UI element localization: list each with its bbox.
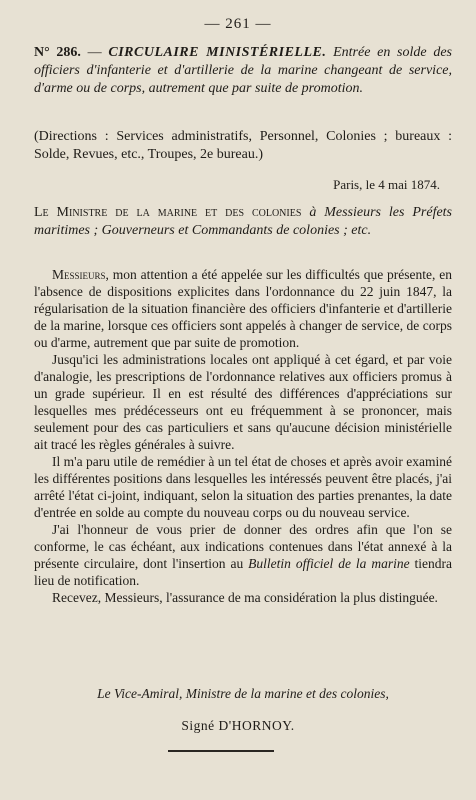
paragraph-2: Jusqu'ici les administrations locales ont appliqué à cet égard, et par voie d'analogie, les prescriptions de l'ordonnance relatives aux officiers promus à un grade supérieur. Il en est résulté des différences d'appréciations sur lesquelles mes prédécesseurs ont eu fréquemment à se prononcer, mais seulement pour des cas particuliers et sans qu'aucune décision ministérielle ait tracé les règles générales à suivre.: [34, 352, 452, 452]
paragraph-1: [34, 266, 452, 351]
address-line: [34, 204, 452, 240]
salutation: Messieurs,: [52, 267, 109, 282]
directions-note: (Directions : Services administratifs, Personnel, Colonies ; bureaux : Solde, Revues, etc., Troupes, 2e bureau.): [34, 129, 452, 162]
recipients: à Messieurs les Préfets maritimes ; Gouverneurs et Commandants de colonies ; etc.: [34, 205, 453, 238]
paragraph-4-start: J'ai l'honneur de vous prier de donner des ordres afin que l'on se conforme, le cas échéant, aux indications contenues dans l'état annexé à la présente circulaire, dont l'insertion au: [34, 522, 452, 571]
paragraph-4: [34, 521, 452, 589]
circular-title: CIRCULAIRE MINISTÉRIELLE.: [108, 45, 327, 60]
circular-subject: Entrée en solde des officiers d'infanterie et d'artillerie de la marine changeant de service, d'arme ou de corps, autrement que par suite de promotion.: [34, 45, 452, 96]
circular-date: Paris, le 4 mai 1874.: [333, 177, 440, 192]
divider-rule: [168, 750, 274, 752]
circular-heading: [34, 44, 452, 98]
signature: Signé D'HORNOY.: [181, 718, 295, 733]
sender: Le Ministre de la marine et des colonies: [34, 205, 302, 220]
page-number: — 261 —: [204, 16, 272, 32]
paragraph-1-text: mon attention a été appelée sur les difficultés que présente, en l'absence de dispositions explicites dans l'ordonnance du 22 juin 1847, la régularisation de la situation financière des officiers d'infanterie et d'artillerie de la marine, lorsque ces officiers sont appelés à changer de service, de corps ou d'arme, autrement que par suite de promotion.: [34, 267, 452, 350]
letter-body: [34, 266, 452, 606]
paragraph-4-end: tiendra lieu de notification.: [34, 556, 453, 588]
bulletin-title: Bulletin officiel de la marine: [248, 556, 410, 571]
paragraph-5: Recevez, Messieurs, l'assurance de ma considération la plus distinguée.: [52, 590, 438, 605]
circular-number: N° 286.: [34, 45, 81, 60]
closing-title: Le Vice-Amiral, Ministre de la marine et des colonies,: [97, 686, 389, 701]
heading-dash: —: [80, 45, 109, 60]
paragraph-3: Il m'a paru utile de remédier à un tel état de choses et après avoir examiné les différentes positions dans lesquelles les intéressés peuvent être placés, j'ai arrêté l'état ci-joint, indiquant, selon la situation des parties prenantes, la date d'entrée en solde au compte du nouveau corps ou du nouveau service.: [34, 454, 452, 520]
